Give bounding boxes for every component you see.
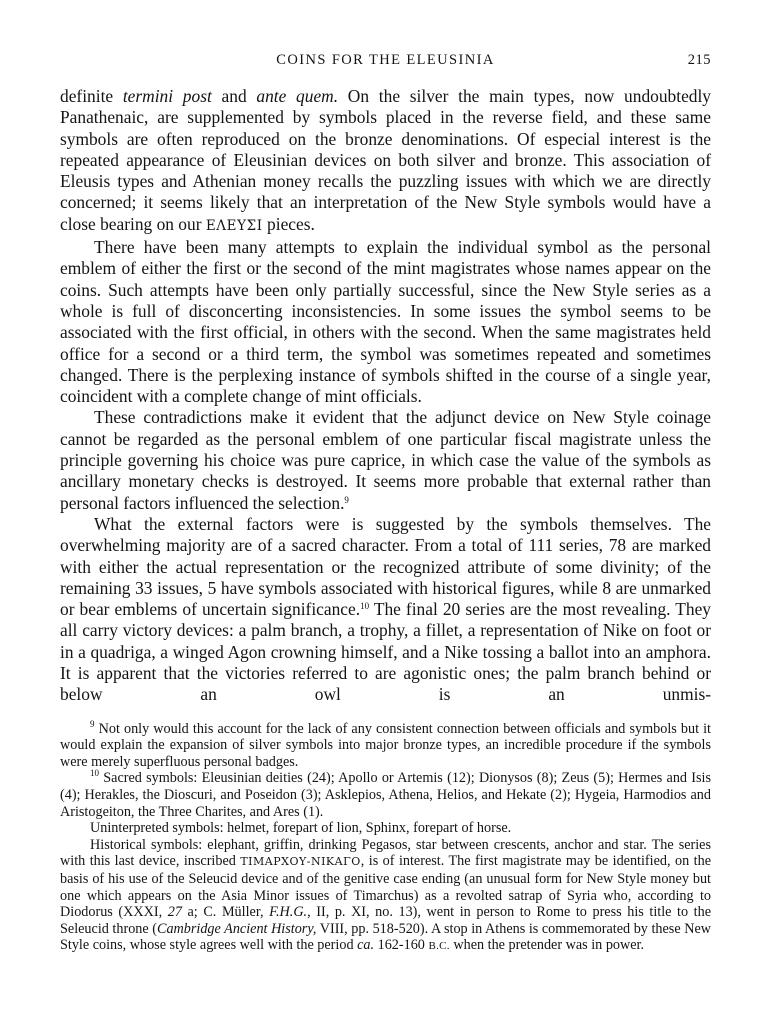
small-caps-era: B.C. bbox=[428, 940, 450, 953]
italic-term: 27 bbox=[167, 904, 182, 921]
text-run: , II, p. XI, no. 13), went in person to Rome to press his title to the Seleucid throne ( bbox=[60, 904, 712, 937]
text-run: Historical symbols: elephant, griffin, drinking Pegasos, star between crescents, anchor and star. The series with this last device, inscribed bbox=[60, 836, 711, 870]
running-title: COINS FOR THE ELEUSINIA bbox=[276, 52, 495, 68]
footnote-10 bbox=[60, 770, 711, 820]
footnote-uninterpreted: Uninterpreted symbols: helmet, forepart of lion, Sphinx, forepart of horse. bbox=[90, 820, 512, 837]
text-run: , is of interest. The first magistrate may be identified, on the basis of his use of the Seleucid device and of the genitive case ending (an unusual form for New Style money but one which appears on the Asia Minor issues of Timarchus) as a revolted satrap of Syria who, according to Diodorus (XXXI, bbox=[60, 853, 711, 921]
italic-term: F.H.G. bbox=[269, 904, 308, 921]
greek-inscription: ΤΙΜΑΡΧΟΥ-ΝΙΚΑΓΟ bbox=[240, 855, 361, 869]
footnote-historical bbox=[60, 837, 711, 955]
paragraph-4 bbox=[60, 514, 711, 706]
text-run: definite bbox=[60, 86, 123, 106]
footnote-9 bbox=[60, 718, 711, 771]
text-run: a; C. Müller, bbox=[181, 904, 270, 921]
paragraph-2: There have been many attempts to explain the individual symbol as the personal emblem of either the first or the second of the mint magistrates whose names appear on the coins. Such attempts have been only partially successful, since the New Style series as a whole is full of disconcerting inconsistencies. In some issues the symbol seems to be associated with the first official, in others with the second. When the same magistrates held office for a second or a third term, the symbol was sometimes repeated and sometimes changed. There is the perplexing instance of symbols shifted in the course of a single year, coincident with a complete change of mint officials. bbox=[60, 237, 711, 407]
main-text bbox=[60, 86, 711, 706]
text-run: pieces. bbox=[262, 213, 315, 234]
footnote-text: Not only would this account for the lack of any consistent connection between officials and symbols but it would explain the expansion of silver symbols into major bronze types, an incredible procedure if the symbols were merely superfluous personal badges. bbox=[60, 720, 711, 770]
text-run: The final 20 series are the most revealing. They all carry victory devices: a palm branch, a trophy, a fillet, a representation of Nike on foot or in a quadriga, a winged Agon crowning himself, and a Nike tossing a ballot into an amphora. It is apparent that the victories referred to are agonistic ones; the palm branch behind or below an owl is an unmis- bbox=[60, 599, 712, 705]
text-run: On the silver the main types, now undoubtedly Panathenaic, are supplemented by symbols placed in the reverse field, and these same symbols are often reproduced on the bronze denominations. Of especial interest is the repeated appearance of Eleusinian devices on both silver and bronze. This association of Eleusis types and Athenian money recalls the puzzling issues with which we are directly concerned; it seems likely that an interpretation of the New Style symbols would have a close bearing on our bbox=[60, 86, 712, 234]
running-head bbox=[60, 52, 711, 76]
italic-term: ante quem. bbox=[256, 86, 339, 106]
paragraph-3 bbox=[60, 407, 711, 513]
book-page bbox=[60, 52, 711, 955]
text-run: These contradictions make it evident that the adjunct device on New Style coinage cannot be regarded as the personal emblem of one particular fiscal magistrate unless the principle governing his choice was pure caprice, in which case the value of the symbols as ancillary monetary checks is destroyed. It seems more probable that external rather than personal factors influenced the selection. bbox=[60, 407, 711, 513]
footnote-text: Sacred symbols: Eleusinian deities (24); Apollo or Artemis (12); Dionysos (8); Zeus (5); Hermes and Isis (4); Herakles, the Dioscuri, and Poseidon (3); Asklepios, Athena, Helios, and Hekate (2); Hygeia, Harmodios and Aristogeiton, the Three Charites, and Ares (1). bbox=[60, 770, 711, 820]
footnotes bbox=[60, 718, 712, 955]
text-run: VIII, pp. 518-520). A stop in Athens is commemorated by these New Style coins, whose style agrees well with the period bbox=[60, 920, 711, 954]
page-number: 215 bbox=[687, 52, 711, 68]
paragraph-1 bbox=[60, 86, 711, 237]
footnote-ref-10[interactable]: 10 bbox=[360, 601, 370, 612]
footnote-number: 10 bbox=[90, 768, 99, 779]
footnote-number: 9 bbox=[90, 718, 95, 729]
italic-term: termini post bbox=[122, 86, 212, 106]
greek-inscription: ΕΛΕΥΣΙ bbox=[205, 217, 263, 234]
italic-title: Cambridge Ancient History, bbox=[156, 920, 317, 937]
italic-term: ca. bbox=[357, 937, 375, 954]
text-run: What the external factors were is suggested by the symbols themselves. The overwhelming majority are of a sacred character. From a total of 111 series, 78 are marked with either the actual representation or the recognized attribute of some divinity; of the remaining 33 issues, 5 have symbols associated with historical figures, while 8 are unmarked or bear emblems of uncertain significance. bbox=[60, 513, 711, 620]
text-run: when the pretender was in power. bbox=[449, 937, 645, 954]
footnote-ref-9[interactable]: 9 bbox=[344, 494, 349, 505]
text-run: 162-160 bbox=[374, 937, 429, 954]
text-run: and bbox=[211, 86, 257, 106]
